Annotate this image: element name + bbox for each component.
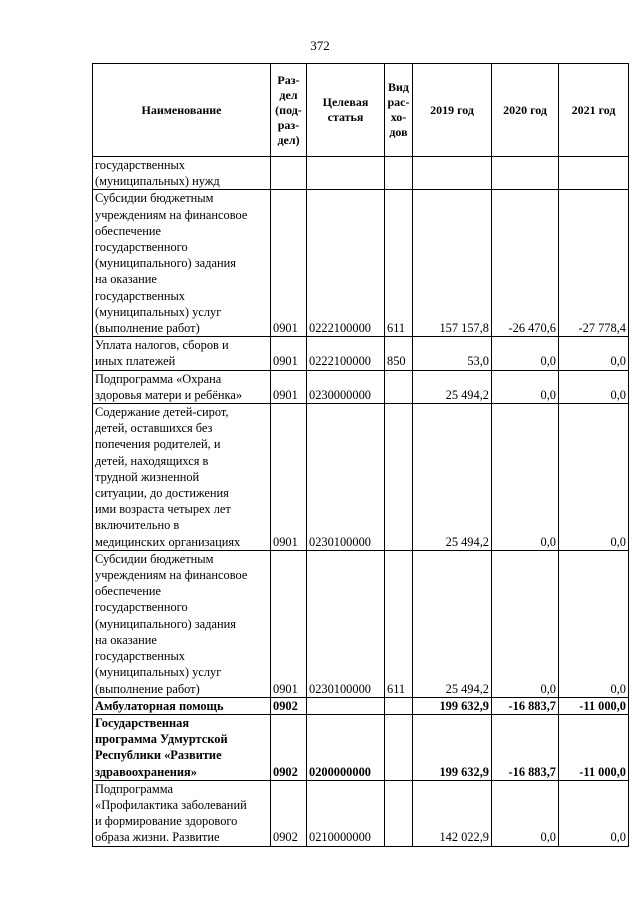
row-2019: 199 632,9 bbox=[413, 714, 492, 780]
row-2019: 25 494,2 bbox=[413, 550, 492, 697]
row-target: 0230000000 bbox=[307, 370, 385, 403]
row-2021 bbox=[559, 157, 629, 190]
table-row bbox=[93, 370, 629, 403]
row-target: 0200000000 bbox=[307, 714, 385, 780]
row-name-line: государственных bbox=[95, 649, 186, 664]
row-2019: 142 022,9 bbox=[413, 780, 492, 846]
row-name-line: обеспечение bbox=[95, 584, 161, 599]
row-name-line: образа жизни. Развитие bbox=[95, 830, 220, 845]
row-name-line: Уплата налогов, сборов и bbox=[95, 338, 229, 353]
table-row bbox=[93, 550, 629, 697]
row-2020 bbox=[492, 157, 559, 190]
table-row bbox=[93, 190, 629, 337]
row-2020: -26 470,6 bbox=[492, 190, 559, 337]
row-name-line: обеспечение bbox=[95, 223, 161, 238]
row-name bbox=[93, 714, 271, 780]
row-name-line: ситуации, до достижения bbox=[95, 486, 229, 501]
row-expense bbox=[385, 370, 413, 403]
row-2019 bbox=[413, 157, 492, 190]
header-section-line: раз- bbox=[277, 117, 300, 132]
row-name-line: детей, находящихся в bbox=[95, 453, 209, 468]
row-name-line: здравоохранения» bbox=[95, 764, 197, 779]
row-target bbox=[307, 157, 385, 190]
row-expense bbox=[385, 780, 413, 846]
row-2020: -16 883,7 bbox=[492, 697, 559, 714]
row-expense bbox=[385, 697, 413, 714]
header-2019: 2019 год bbox=[413, 64, 492, 157]
header-2020: 2020 год bbox=[492, 64, 559, 157]
row-section: 0902 bbox=[271, 697, 307, 714]
row-name-line: включительно в bbox=[95, 518, 180, 533]
row-name bbox=[93, 780, 271, 846]
row-section: 0901 bbox=[271, 370, 307, 403]
header-section-line: дел) bbox=[277, 132, 300, 147]
row-name bbox=[93, 550, 271, 697]
row-name-line: Субсидии бюджетным bbox=[95, 551, 214, 566]
row-2021: -11 000,0 bbox=[559, 714, 629, 780]
row-name-line: государственного bbox=[95, 240, 188, 255]
table-row bbox=[93, 337, 629, 370]
header-target bbox=[307, 64, 385, 157]
row-name-line: (муниципального) задания bbox=[95, 256, 236, 271]
row-section: 0901 bbox=[271, 337, 307, 370]
table-body bbox=[93, 157, 629, 847]
row-name-line: здоровья матери и ребёнка» bbox=[95, 387, 243, 402]
table-row bbox=[93, 714, 629, 780]
table-row bbox=[93, 404, 629, 551]
row-name-line: Подпрограмма bbox=[95, 781, 173, 796]
row-name-line: «Профилактика заболеваний bbox=[95, 797, 247, 812]
header-section-line: (под- bbox=[275, 102, 302, 117]
header-target-line: статья bbox=[327, 110, 364, 124]
row-name bbox=[93, 337, 271, 370]
row-2021: 0,0 bbox=[559, 550, 629, 697]
row-expense bbox=[385, 404, 413, 551]
row-name bbox=[93, 157, 271, 190]
row-name bbox=[93, 697, 271, 714]
row-expense: 850 bbox=[385, 337, 413, 370]
row-2021: -27 778,4 bbox=[559, 190, 629, 337]
row-name-line: программа Удмуртской bbox=[95, 732, 228, 747]
table-row bbox=[93, 780, 629, 846]
row-2019: 53,0 bbox=[413, 337, 492, 370]
row-section: 0901 bbox=[271, 404, 307, 551]
row-target: 0230100000 bbox=[307, 550, 385, 697]
table-row bbox=[93, 697, 629, 714]
header-expense-line: Вид bbox=[388, 80, 409, 94]
row-section: 0902 bbox=[271, 780, 307, 846]
row-name-line: трудной жизненной bbox=[95, 469, 200, 484]
row-2020: 0,0 bbox=[492, 780, 559, 846]
row-name-line: иных платежей bbox=[95, 354, 176, 369]
header-section-line: Раз- bbox=[277, 72, 300, 87]
row-2021: 0,0 bbox=[559, 404, 629, 551]
header-section-line: дел bbox=[279, 87, 298, 102]
header-expense bbox=[385, 64, 413, 157]
row-2021: 0,0 bbox=[559, 780, 629, 846]
row-2020: -16 883,7 bbox=[492, 714, 559, 780]
row-name-line: Содержание детей-сирот, bbox=[95, 405, 229, 420]
row-name-line: (муниципальных) нужд bbox=[95, 174, 220, 189]
row-name-line: (выполнение работ) bbox=[95, 321, 200, 336]
header-2021: 2021 год bbox=[559, 64, 629, 157]
header-target-line: Целевая bbox=[322, 95, 369, 109]
row-section: 0901 bbox=[271, 190, 307, 337]
row-name-line: Республики «Развитие bbox=[95, 748, 222, 763]
row-name-line: государственных bbox=[95, 158, 186, 172]
row-2021: -11 000,0 bbox=[559, 697, 629, 714]
row-expense bbox=[385, 714, 413, 780]
row-name-line: (выполнение работ) bbox=[95, 681, 200, 696]
row-name-line: попечения родителей, и bbox=[95, 437, 221, 452]
row-name-line: государственного bbox=[95, 600, 188, 615]
row-name-line: детей, оставшихся без bbox=[95, 421, 213, 436]
row-2019: 25 494,2 bbox=[413, 404, 492, 551]
row-name-line: учреждениям на финансовое bbox=[95, 207, 248, 222]
row-target bbox=[307, 697, 385, 714]
row-name-line: государственных bbox=[95, 288, 186, 303]
header-section bbox=[271, 64, 307, 157]
row-name-line: на оказание bbox=[95, 632, 157, 647]
header-expense-line: рас- bbox=[387, 95, 410, 109]
header-expense-line: дов bbox=[389, 125, 408, 139]
row-target: 0210000000 bbox=[307, 780, 385, 846]
row-section bbox=[271, 157, 307, 190]
row-2020: 0,0 bbox=[492, 337, 559, 370]
budget-table bbox=[92, 63, 629, 847]
header-expense-line: хо- bbox=[390, 110, 407, 124]
row-name-line: медицинских организациях bbox=[95, 534, 241, 549]
row-name bbox=[93, 190, 271, 337]
table-header-row bbox=[93, 64, 629, 157]
row-2020: 0,0 bbox=[492, 550, 559, 697]
row-name-line: (муниципальных) услуг bbox=[95, 665, 222, 680]
row-expense: 611 bbox=[385, 190, 413, 337]
row-section: 0901 bbox=[271, 550, 307, 697]
header-name: Наименование bbox=[93, 64, 271, 157]
page-number: 372 bbox=[310, 38, 330, 53]
row-expense bbox=[385, 157, 413, 190]
row-name-line: (муниципальных) услуг bbox=[95, 304, 222, 319]
row-target: 0222100000 bbox=[307, 337, 385, 370]
row-2021: 0,0 bbox=[559, 337, 629, 370]
row-name-line: (муниципального) задания bbox=[95, 616, 236, 631]
row-section: 0902 bbox=[271, 714, 307, 780]
row-name-line: Подпрограмма «Охрана bbox=[95, 371, 222, 386]
table-row bbox=[93, 157, 629, 190]
row-expense: 611 bbox=[385, 550, 413, 697]
row-2020: 0,0 bbox=[492, 404, 559, 551]
row-name-line: Субсидии бюджетным bbox=[95, 191, 214, 206]
row-2021: 0,0 bbox=[559, 370, 629, 403]
row-2019: 199 632,9 bbox=[413, 697, 492, 714]
row-name-line: на оказание bbox=[95, 272, 157, 287]
row-2019: 157 157,8 bbox=[413, 190, 492, 337]
row-target: 0230100000 bbox=[307, 404, 385, 551]
row-2019: 25 494,2 bbox=[413, 370, 492, 403]
row-name bbox=[93, 404, 271, 551]
row-name-line: Государственная bbox=[95, 715, 190, 730]
row-name-line: и формирование здорового bbox=[95, 814, 238, 829]
row-target: 0222100000 bbox=[307, 190, 385, 337]
row-name-line: учреждениям на финансовое bbox=[95, 568, 248, 583]
row-2020: 0,0 bbox=[492, 370, 559, 403]
row-name-line: Амбулаторная помощь bbox=[95, 698, 224, 713]
row-name-line: ими возраста четырех лет bbox=[95, 502, 231, 517]
row-name bbox=[93, 370, 271, 403]
